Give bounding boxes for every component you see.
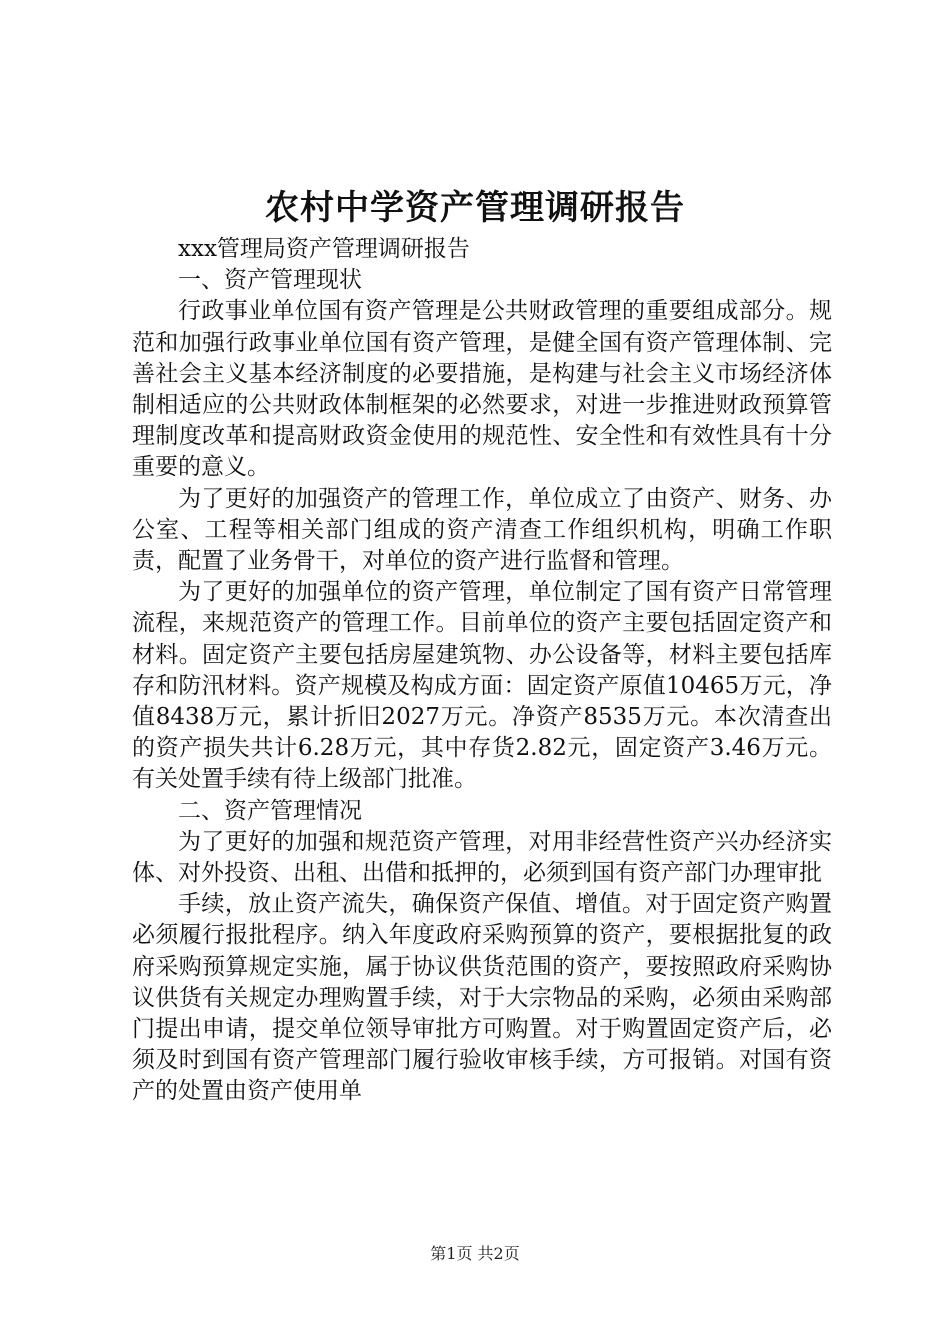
- paragraph: 手续，放止资产流失，确保资产保值、增值。对于固定资产购置必须履行报批程序。纳入年度政府采购预算的资产，要根据批复的政府采购预算规定实施，属于协议供货范围的资产，要按照政府采购协议供货有关规定办理购置手续，对于大宗物品的采购，必须由采购部门提出申请，提交单位领导审批方可购置。对于购置固定资产后，必须及时到国有资产管理部门履行验收审核手续，方可报销。对国有资产的处置由资产使用单: [132, 891, 832, 1105]
- page-number-footer: 第1页 共2页: [430, 1244, 520, 1263]
- section-heading-1: 一、资产管理现状: [178, 267, 362, 294]
- paragraph: 行政事业单位国有资产管理是公共财政管理的重要组成部分。规范和加强行政事业单位国有资产管理，是健全国有资产管理体制、完善社会主义基本经济制度的必要措施，是构建与社会主义市场经济体制相适应的公共财政体制框架的必然要求，对进一步推进财政预算管理制度改革和提高财政资金使用的规范性、安全性和有效性具有十分重要的意义。: [132, 298, 832, 481]
- document-body: [132, 234, 832, 1108]
- document-title: 农村中学资产管理调研报告: [265, 188, 685, 228]
- paragraph: 为了更好的加强单位的资产管理，单位制定了国有资产日常管理流程，来规范资产的管理工作。目前单位的资产主要包括固定资产和材料。固定资产主要包括房屋建筑物、办公设备等，材料主要包括库存和防汛材料。资产规模及构成方面：固定资产原值10465万元，净值8438万元，累计折旧2027万元。净资产8535万元。本次清查出的资产损失共计6.28万元，其中存货2.82元，固定资产3.46万元。有关处置手续有待上级部门批准。: [132, 579, 832, 793]
- section-heading-2: 二、资产管理情况: [178, 797, 362, 824]
- paragraph: 为了更好的加强资产的管理工作，单位成立了由资产、财务、办公室、工程等相关部门组成的资产清查工作组织机构，明确工作职责，配置了业务骨干，对单位的资产进行监督和管理。: [132, 485, 832, 575]
- report-subtitle: xxx管理局资产管理调研报告: [178, 236, 470, 262]
- paragraph: 为了更好的加强和规范资产管理，对用非经营性资产兴办经济实体、对外投资、出租、出借和抵押的，必须到国有资产部门办理审批: [132, 828, 832, 887]
